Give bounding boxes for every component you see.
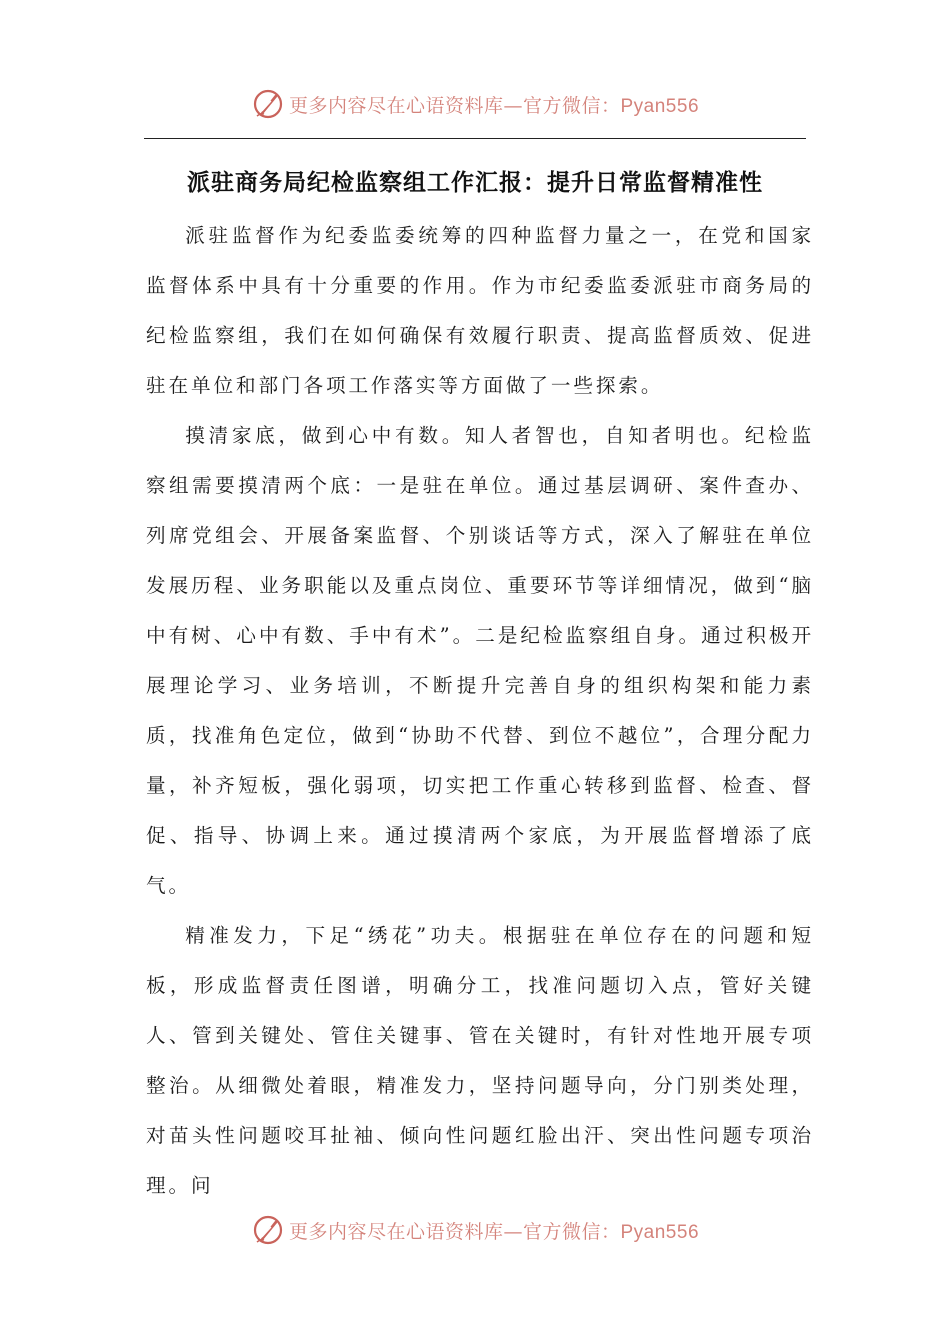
wechat-handle: Pyan556 [620,1221,700,1243]
header-banner [0,86,950,122]
banner-label: 更多内容尽在心语资料库—官方微信： [288,1220,621,1243]
banner-label: 更多内容尽在心语资料库—官方微信： [288,94,621,117]
quill-pen-logo-icon [251,1213,285,1247]
header-divider [144,138,806,139]
quill-pen-logo-icon [251,87,285,121]
paragraph-1: 派驻监督作为纪委监委统筹的四种监督力量之一，在党和国家监督体系中具有十分重要的作用。作为市纪委监委派驻市商务局的纪检监察组，我们在如何确保有效履行职责、提高监督质效、促进驻在单位和部门各项工作落实等方面做了一些探索。 [146,224,814,397]
banner-text [289,1217,699,1244]
banner-text [289,91,699,118]
header-banner-content [251,87,699,121]
footer-banner-content [251,1213,699,1247]
footer-banner [0,1212,950,1248]
document-title: 派驻商务局纪检监察组工作汇报：提升日常监督精准性 [187,170,763,196]
paragraph-3: 精准发力，下足“绣花”功夫。根据驻在单位存在的问题和短板，形成监督责任图谱，明确分工，找准问题切入点，管好关键人、管到关键处、管住关键事、管在关键时，有针对性地开展专项整治。从细微处着眼，精准发力，坚持问题导向，分门别类处理，对苗头性问题咬耳扯袖、倾向性问题红脸出汗、突出性问题专项治理。问 [146,924,814,1197]
paragraph-2: 摸清家底，做到心中有数。知人者智也，自知者明也。纪检监察组需要摸清两个底：一是驻在单位。通过基层调研、案件查办、列席党组会、开展备案监督、个别谈话等方式，深入了解驻在单位发展历程、业务职能以及重点岗位、重要环节等详细情况，做到“脑中有树、心中有数、手中有术”。二是纪检监察组自身。通过积极开展理论学习、业务培训，不断提升完善自身的组织构架和能力素质，找准角色定位，做到“协助不代替、到位不越位”，合理分配力量，补齐短板，强化弱项，切实把工作重心转移到监督、检查、督促、指导、协调上来。通过摸清两个家底，为开展监督增添了底气。 [146,424,814,897]
document-body [146,211,814,1211]
wechat-handle: Pyan556 [620,95,700,117]
